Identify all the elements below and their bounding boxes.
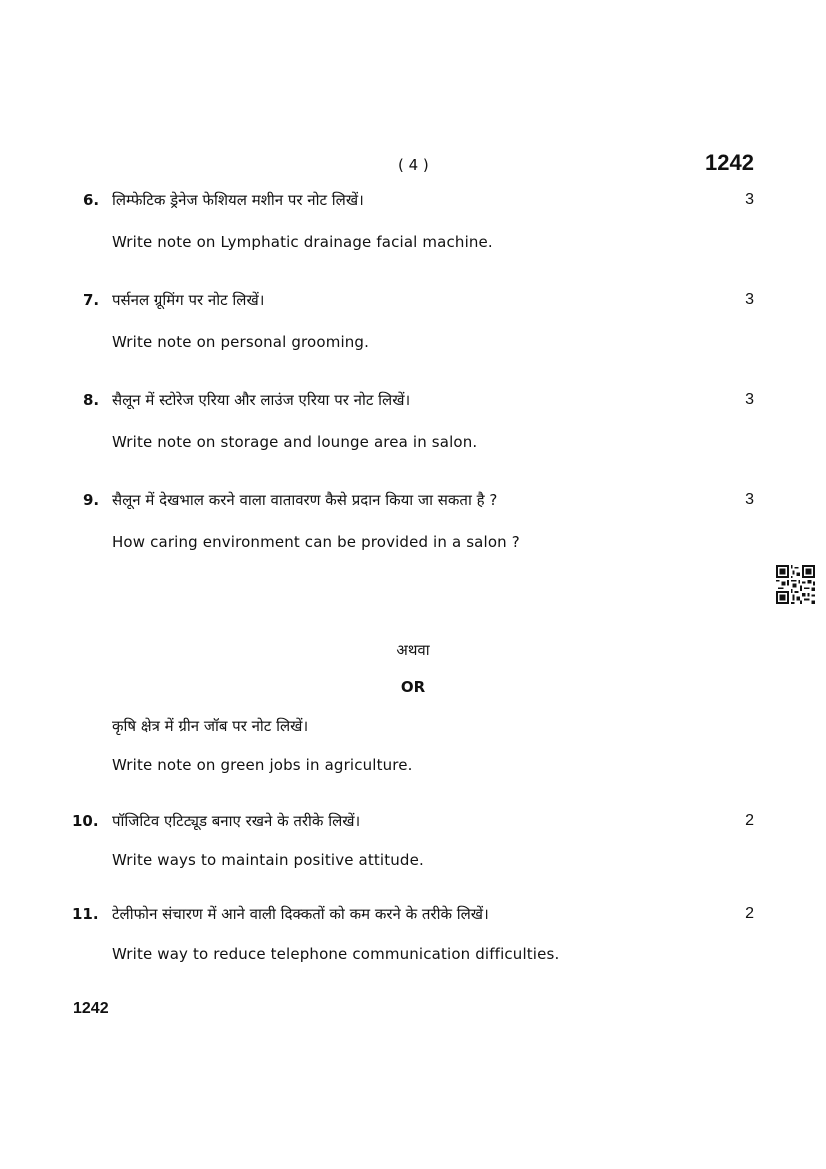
question-text-hindi: पर्सनल ग्रूमिंग पर नोट लिखें। xyxy=(112,291,265,309)
question-marks: 3 xyxy=(745,291,754,308)
or-label-hindi: अथवा xyxy=(396,641,430,659)
question-marks: 3 xyxy=(745,391,754,408)
question-text-english: Write ways to maintain positive attitude. xyxy=(112,851,424,869)
question-text-hindi: सैलून में देखभाल करने वाला वातावरण कैसे प्रदान किया जा सकता है ? xyxy=(112,491,498,509)
question-number: 11. xyxy=(72,905,99,923)
question-text-hindi: लिम्फेटिक ड्रेनेज फेशियल मशीन पर नोट लिखें। xyxy=(112,191,364,209)
qr-code-icon xyxy=(776,565,815,604)
page-number: ( 4 ) xyxy=(398,156,429,174)
or-label-english: OR xyxy=(400,678,426,696)
question-text-hindi: सैलून में स्टोरेज एरिया और लाउंज एरिया पर नोट लिखें। xyxy=(112,391,411,409)
question-marks: 3 xyxy=(745,191,754,208)
question-marks: 2 xyxy=(745,905,754,922)
question-text-english: Write note on personal grooming. xyxy=(112,333,370,351)
question-text-hindi: टेलीफोन संचारण में आने वाली दिक्कतों को कम करने के तरीके लिखें। xyxy=(112,905,489,923)
question-number: 10. xyxy=(72,812,99,830)
question-text-english: Write way to reduce telephone communication difficulties. xyxy=(112,945,560,963)
paper-code-footer: 1242 xyxy=(73,1000,109,1017)
question-marks: 3 xyxy=(745,491,754,508)
alternative-question-hindi: कृषि क्षेत्र में ग्रीन जॉब पर नोट लिखें। xyxy=(112,717,309,735)
question-text-english: Write note on Lymphatic drainage facial machine. xyxy=(112,233,493,251)
paper-code-header: 1242 xyxy=(705,150,754,175)
question-number: 9. xyxy=(83,491,100,509)
question-text-english: How caring environment can be provided in a salon ? xyxy=(112,533,520,551)
question-marks: 2 xyxy=(745,812,754,829)
question-number: 6. xyxy=(83,191,100,209)
alternative-question-english: Write note on green jobs in agriculture. xyxy=(112,756,413,774)
question-text-hindi: पॉजिटिव एटिट्यूड बनाए रखने के तरीके लिखें। xyxy=(112,812,361,830)
question-number: 7. xyxy=(83,291,100,309)
question-text-english: Write note on storage and lounge area in salon. xyxy=(112,433,478,451)
question-number: 8. xyxy=(83,391,100,409)
